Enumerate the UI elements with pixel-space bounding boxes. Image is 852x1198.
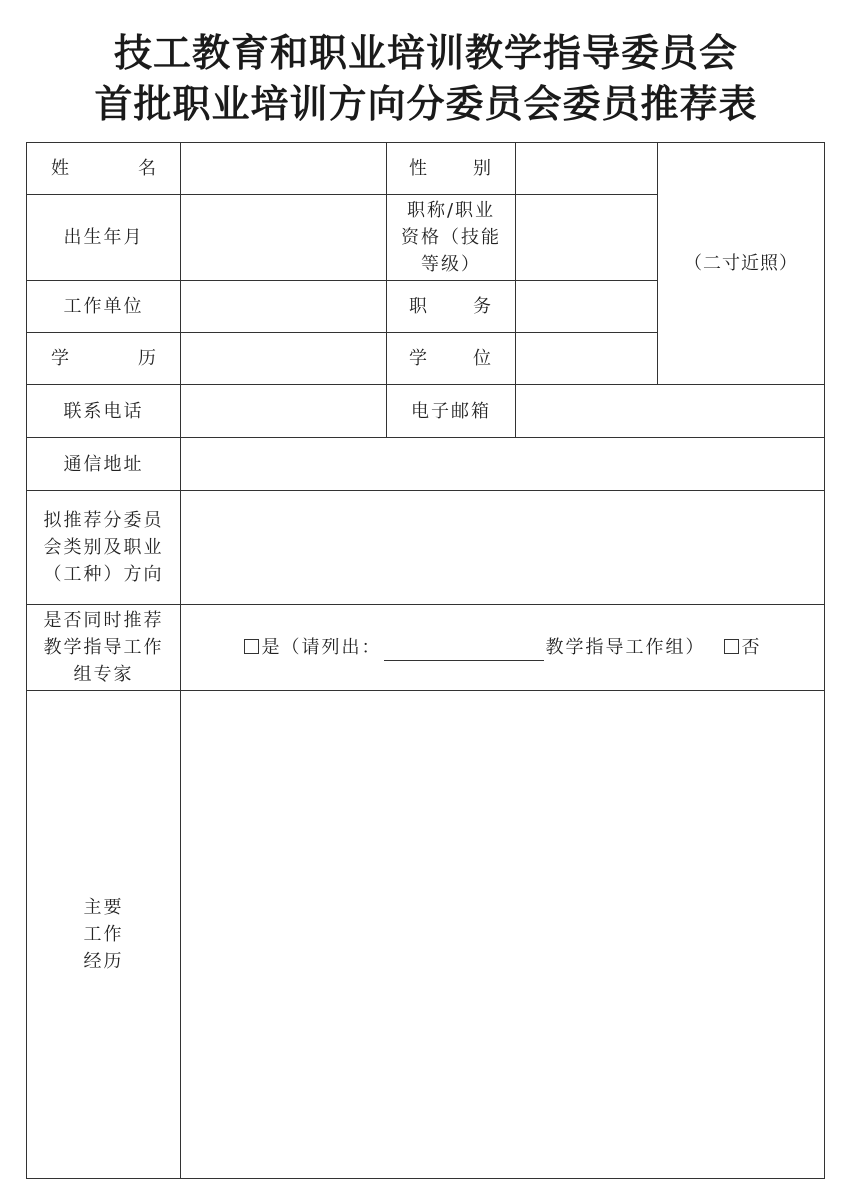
email-field[interactable] <box>516 385 825 438</box>
group-name-input[interactable] <box>384 638 544 661</box>
name-label: 姓 名 <box>27 143 181 195</box>
professional-title-label: 职称/职业资格（技能等级） <box>387 195 516 281</box>
phone-field[interactable] <box>181 385 387 438</box>
no-checkbox[interactable] <box>724 639 739 654</box>
address-field[interactable] <box>181 438 825 491</box>
workplace-field[interactable] <box>181 281 387 333</box>
position-field[interactable] <box>516 281 658 333</box>
photo-placeholder: （二寸近照） <box>684 253 798 274</box>
workplace-label: 工作单位 <box>27 281 181 333</box>
work-experience-field[interactable] <box>181 691 825 1179</box>
expert-recommend-label: 是否同时推荐教学指导工作组专家 <box>27 605 181 691</box>
expert-recommend-field <box>181 605 825 691</box>
phone-label: 联系电话 <box>27 385 181 438</box>
yes-checkbox[interactable] <box>244 639 259 654</box>
gender-field[interactable] <box>516 143 658 195</box>
birth-label: 出生年月 <box>27 195 181 281</box>
gender-label: 性 别 <box>387 143 516 195</box>
professional-title-field[interactable] <box>516 195 658 281</box>
birth-field[interactable] <box>181 195 387 281</box>
recommendation-form-table <box>26 142 825 1179</box>
photo-area[interactable] <box>658 143 825 385</box>
degree-label: 学 位 <box>387 333 516 385</box>
education-label: 学 历 <box>27 333 181 385</box>
name-field[interactable] <box>181 143 387 195</box>
degree-field[interactable] <box>516 333 658 385</box>
expert-no-text: 否 <box>741 637 762 658</box>
committee-direction-field[interactable] <box>181 491 825 605</box>
document-title-line2: 首批职业培训方向分委员会委员推荐表 <box>94 81 758 126</box>
expert-group-suffix: 教学指导工作组） <box>545 637 706 658</box>
position-label: 职 务 <box>387 281 516 333</box>
email-label: 电子邮箱 <box>387 385 516 438</box>
address-label: 通信地址 <box>27 438 181 491</box>
document-title-line1: 技工教育和职业培训教学指导委员会 <box>113 30 738 75</box>
committee-direction-label: 拟推荐分委员会类别及职业（工种）方向 <box>27 491 181 605</box>
work-experience-label: 主要 工作 经历 <box>27 691 181 1179</box>
expert-yes-text: 是（请列出： <box>261 637 382 658</box>
education-field[interactable] <box>181 333 387 385</box>
